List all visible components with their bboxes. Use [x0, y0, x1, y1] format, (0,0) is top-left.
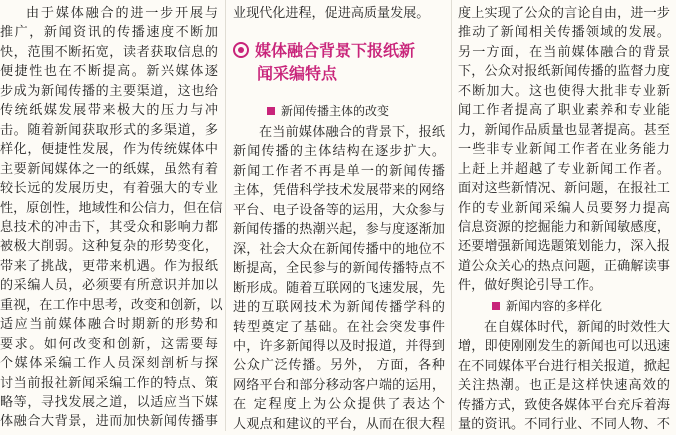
text-line: 力，新闻作品质量也显著提高。甚至 [458, 122, 670, 138]
text-line: 业现代化进程，促进高质量发展。 [233, 6, 430, 21]
text-line: 转型奠定了基础。在社会突发事件 [233, 319, 445, 335]
text-line: 便捷性也在不断提高。新兴媒体逐 [0, 64, 218, 80]
text-line: 重视，在工作中思考，改变和创新，以 [0, 297, 223, 313]
text-line: 网络平台和部分移动客户端的运用， [233, 377, 445, 393]
subheading [267, 101, 479, 122]
text-line: 还要增强新闻选题策划能力，深入报 [458, 239, 670, 255]
text-line: 平台、电子设备等的运用，大众参与 [233, 202, 445, 218]
text-line: 个媒体采编工作人员深刻剖析与探 [0, 356, 218, 372]
text-line: 深，社会大众在新闻传播中的地位不 [233, 241, 445, 257]
text-line: 在 定程度上为公众提供了表达个 [233, 397, 445, 413]
text-line: 一些非专业新闻工作者在业务能力 [458, 142, 670, 158]
text-line: 的采编人员，必须要有所意识并加以 [0, 278, 218, 294]
text-line: 步成为新闻传播的主要渠道，这也给 [0, 83, 218, 99]
text-line: 公众广泛传播。另外， 方面，各种 [233, 358, 445, 374]
text-line: 信息资源的挖掘能力和新闻敏感度， [458, 219, 670, 235]
text-line: 传播方式，致使各媒体平台充斥着海 [458, 397, 670, 413]
text-line: 较长远的发展历史，有着强大的专业 [0, 181, 218, 197]
section-heading-line: 闻采编特点 [257, 64, 338, 83]
section-heading [233, 39, 445, 85]
text-line: 中，许多新闻得以及时报道，并得到 [233, 338, 445, 354]
square-bullet-icon [267, 107, 275, 115]
text-line: 要求。如何改变和创新，这需要每 [0, 336, 218, 352]
text-line: 在当前媒体融合的背景下，报纸 [259, 125, 445, 140]
text-line: 下，公众对报纸新闻传播的监督力度 [458, 64, 670, 80]
text-line: 快，范围不断拓宽，读者获取信息的 [0, 44, 218, 60]
text-line: 由于媒体融合的进一步开展与 [26, 6, 218, 21]
text-line: 性，原创性，地域性和公信力，但在信 [0, 200, 223, 216]
text-line: 样化，便捷性发展，作为传统媒体中 [0, 142, 218, 158]
text-line: 上赶上并超越了专业新闻工作者。 [458, 161, 670, 177]
text-line: 主体，凭借科学技术发展带来的网络 [233, 183, 445, 199]
column-divider [225, 0, 226, 431]
text-line: 闻工作者提高了职业素养和专业能 [458, 103, 670, 119]
text-line: 关注热潮。也正是这样快速高效的 [458, 378, 670, 394]
text-line: 带来了挑战，更带来机遇。作为报纸 [0, 258, 218, 274]
text-line: 增，即使刚刚发生的新闻也可以迅速 [458, 339, 670, 355]
text-line: 另一方面，在当前媒体融合的背景 [458, 44, 670, 60]
subheading [492, 296, 676, 317]
text-line: 新闻传播的主体结构在逐步扩大。 [233, 144, 445, 160]
text-line: 不断加大。这也使得大批非专业新 [458, 83, 670, 99]
text-line: 略等，寻找发展之道，以适应当下媒 [0, 395, 218, 410]
text-line: 新闻工作者不再是单一的新闻传播 [233, 163, 445, 179]
text-line: 量的资讯。不同行业、不同人物、不 [458, 417, 670, 433]
text-line: 进的互联网技术为新闻传播学科的 [233, 300, 445, 316]
text-line: 被极大削弱。这种复杂的形势变化， [0, 239, 218, 255]
text-line: 在自媒体时代，新闻的时效性大 [484, 320, 670, 335]
section-heading-line: 媒体融合背景下报纸新 [255, 41, 416, 60]
text-line: 推动了新闻相关传播领域的发展。 [458, 25, 670, 41]
text-line: 体融合大背景，进而加快新闻传播事 [0, 414, 218, 430]
text-line: 适应当前媒体融合时期新的形势和 [0, 317, 218, 333]
text-line: 作的专业新闻采编人员要努力提高 [458, 200, 670, 216]
text-line: 击。随着新闻获取形式的多渠道，多 [0, 122, 218, 138]
text-line: 讨当前报社新闻采编工作的特点、策 [0, 375, 218, 391]
column-divider [451, 0, 452, 431]
text-line: 传统纸媒发展带来极大的压力与冲 [0, 103, 218, 119]
circle-bullet-icon [233, 42, 249, 58]
text-line: 推广，新闻资讯的传播速度不断加 [0, 25, 218, 41]
text-line: 息技术的冲击下，其受众和影响力都 [0, 219, 218, 235]
square-bullet-icon [492, 302, 500, 310]
text-line: 度上实现了公众的言论自由，进一步 [458, 6, 670, 21]
text-line: 人观点和建议的平台，从而在很大程 [233, 416, 445, 432]
subheading-text: 新闻传播主体的改变 [281, 104, 390, 118]
text-line: 断提高，全民参与的新闻传播特点不 [233, 261, 445, 277]
subheading-text: 新闻内容的多样化 [506, 299, 603, 313]
text-line: 面对这些新情况、新问题，在报社工 [458, 181, 670, 197]
text-line: 道公众关心的热点问题，正确解读事 [458, 258, 670, 274]
text-line: 件，做好舆论引导工作。 [458, 278, 603, 294]
text-line: 断形成。随着互联网的飞速发展，先 [233, 280, 445, 296]
text-line: 在不同媒体平台进行相关报道，掀起 [458, 358, 670, 374]
text-line: 新闻传播的热潮兴起，参与度逐渐加 [233, 222, 445, 238]
text-line: 主要新闻媒体之一的纸媒，虽然有着 [0, 161, 218, 177]
